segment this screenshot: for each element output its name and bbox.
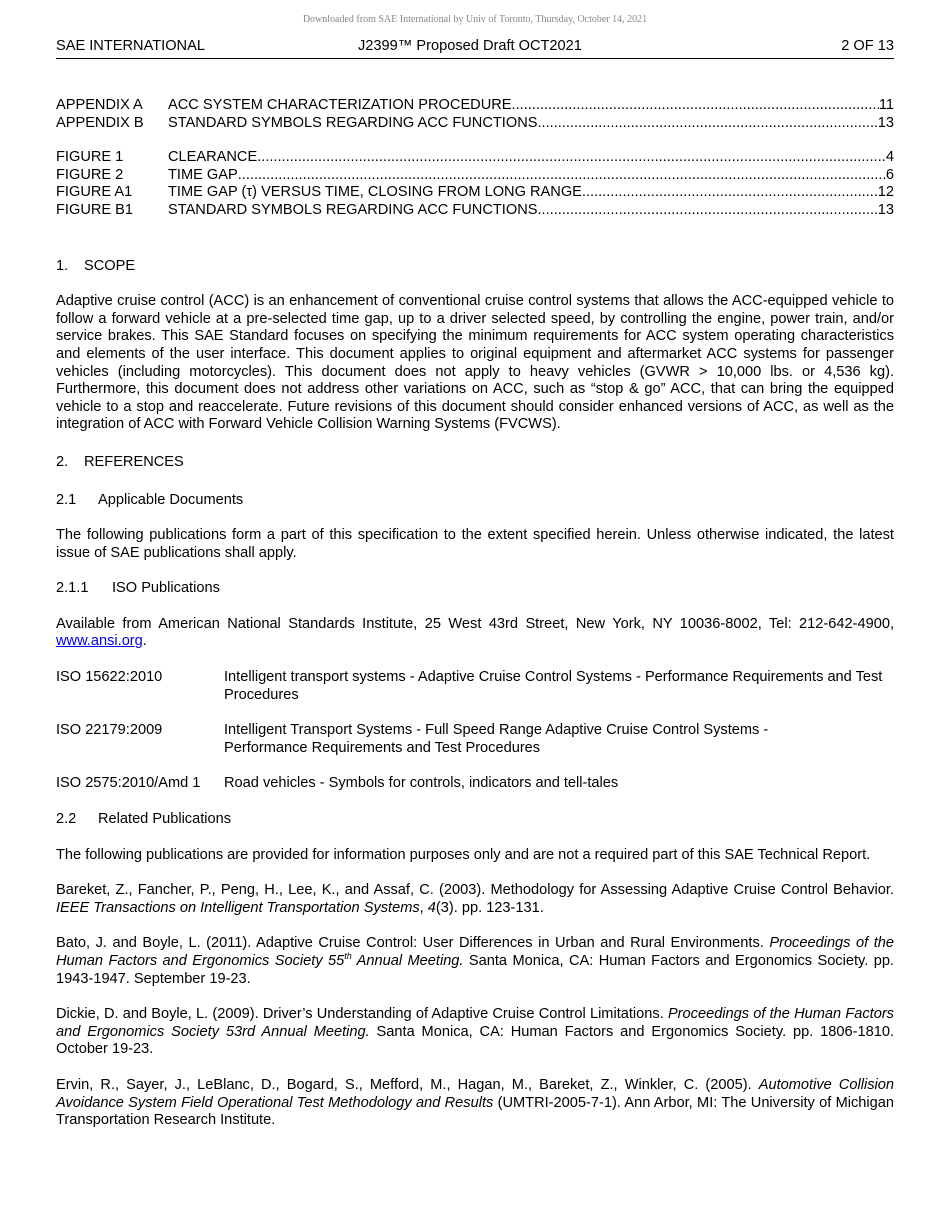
citation-report-title: Automotive Collision Avoidance System Field Operational Test Methodology and Results <box>56 1076 894 1111</box>
citation-superscript: th <box>344 951 352 962</box>
iso-code: ISO 15622:2010 <box>56 669 163 686</box>
citation-text: Santa Monica, CA: Human Factors and Ergonomics Society. pp. 1806-1810. October 19-23. <box>56 1023 894 1058</box>
section-title: Applicable Documents <box>98 491 244 508</box>
iso-description: Intelligent Transport Systems - Full Speed Range Adaptive Cruise Control Systems - Performance Requirements and Test Procedures <box>224 722 769 756</box>
toc-page: 4 <box>885 149 894 166</box>
citation-text: (3). pp. 123-131. <box>435 899 544 916</box>
subsection-heading-applicable <box>56 492 894 510</box>
section-title: Related Publications <box>98 811 232 828</box>
citation-proceedings: Proceedings of the Human Factors and Ergonomics Society 53rd Annual Meeting. <box>56 1006 894 1040</box>
citation-proceedings: Proceedings of the Human Factors and Ergonomics Society 55 <box>56 935 894 969</box>
toc-leader <box>537 115 877 133</box>
iso-reference-item <box>56 722 894 757</box>
toc-title: TIME GAP <box>168 166 238 183</box>
section-heading-scope <box>56 258 894 276</box>
section-heading-references <box>56 454 894 472</box>
ansi-link[interactable]: www.ansi.org <box>56 633 143 650</box>
toc-leader <box>537 202 877 220</box>
iso-description: Intelligent transport systems - Adaptive Cruise Control Systems - Performance Requirements and Test Procedures <box>224 669 883 703</box>
citation-text: (UMTRI-2005-7-1). Ann Arbor, MI: The University of Michigan Transportation Research Institute. <box>56 1094 894 1129</box>
citation-proceedings: Annual Meeting. <box>351 953 464 969</box>
citation-dickie <box>56 1006 894 1059</box>
toc-row[interactable] <box>56 202 894 220</box>
related-paragraph: The following publications are provided for information purposes only and are not a required part of this SAE Technical Report. <box>56 846 871 863</box>
availability-text: Available from American National Standards Institute, 25 West 43rd Street, New York, NY 10036-8002, Tel: 212-642-4900, <box>56 615 894 632</box>
toc-leader <box>512 97 879 115</box>
toc-row[interactable] <box>56 167 894 185</box>
toc-title: ACC SYSTEM CHARACTERIZATION PROCEDURE <box>168 97 512 113</box>
page-body <box>56 97 894 1130</box>
citation-journal: IEEE Transactions on Intelligent Transportation Systems <box>56 899 420 916</box>
toc-page: 13 <box>877 201 894 218</box>
toc-leader <box>257 149 886 167</box>
citation-text: Dickie, D. and Boyle, L. (2009). Driver’s Understanding of Adaptive Cruise Control Limitations. <box>56 1006 668 1023</box>
citation-text: Santa Monica, CA: Human Factors and Ergonomics Society. pp. 1943-1947. September 19-23. <box>56 953 894 987</box>
toc-label: FIGURE A1 <box>56 184 133 201</box>
citation-ervin <box>56 1077 894 1130</box>
running-header <box>56 38 894 59</box>
toc-label: FIGURE B1 <box>56 201 134 218</box>
citation-text: Ervin, R., Sayer, J., LeBlanc, D., Bogard, S., Mefford, M., Hagan, M., Bareket, Z., Winkler, C. (2005). <box>56 1076 759 1093</box>
toc-appendices <box>56 97 894 132</box>
toc-page: 11 <box>878 97 894 113</box>
iso-code: ISO 2575:2010/Amd 1 <box>56 775 201 792</box>
toc-label: APPENDIX B <box>56 114 144 131</box>
toc-figures <box>56 149 894 219</box>
toc-title: CLEARANCE <box>168 149 258 166</box>
section-title: SCOPE <box>84 257 136 274</box>
toc-title: STANDARD SYMBOLS REGARDING ACC FUNCTIONS <box>168 201 538 218</box>
header-page-number: 2 OF 13 <box>841 38 894 54</box>
toc-leader <box>582 184 878 202</box>
toc-page: 12 <box>877 184 894 201</box>
download-note: Downloaded from SAE International by Univ of Toronto, Thursday, October 14, 2021 <box>302 14 648 25</box>
citation-bareket <box>56 882 894 917</box>
toc-label: FIGURE 1 <box>56 149 124 166</box>
scope-paragraph: Adaptive cruise control (ACC) is an enhancement of conventional cruise control systems that allows the ACC-equipped vehicle to follow a forward vehicle at a pre-selected time gap, up to a driver selected speed, by controlling the engine, power train, and/or service brakes. This SAE Standard focuses on specifying the minimum requirements for ACC system operating characteristics and elements of the user interface. This document applies to original equipment and aftermarket ACC systems for passenger vehicles (including motorcycles). This document does not apply to heavy vehicles (GVWR > 10,000 lbs. or 4,536 kg). Furthermore, this document does not address other variations on ACC, such as “stop & go” ACC, that can bring the equipped vehicle to a stop and reaccelerate. Future revisions of this document should consider enhanced versions of ACC, as well as the integration of ACC with Forward Vehicle Collision Warning Systems (FVCWS). <box>56 293 894 433</box>
toc-page: 6 <box>885 166 894 183</box>
citation-text: Bato, J. and Boyle, L. (2011). Adaptive Cruise Control: User Differences in Urban and Rural Environments. <box>56 935 770 952</box>
section-number: 2.1 <box>56 491 77 508</box>
header-doc-id: J2399™ Proposed Draft OCT2021 <box>358 38 582 54</box>
citation-text: , <box>419 899 428 916</box>
iso-availability-paragraph <box>56 616 894 651</box>
applicable-paragraph: The following publications form a part of this specification to the extent specified herein. Unless otherwise indicated, the latest issue of SAE publications shall apply. <box>56 527 894 561</box>
availability-end: . <box>142 633 147 650</box>
toc-row[interactable] <box>56 149 894 167</box>
subsection-heading-iso <box>56 580 894 598</box>
toc-row[interactable] <box>56 97 894 115</box>
citation-volume: 4 <box>427 899 436 916</box>
iso-reference-item <box>56 669 894 704</box>
iso-code: ISO 22179:2009 <box>56 722 163 739</box>
section-number: 2. <box>56 453 69 470</box>
citation-text: Bareket, Z., Fancher, P., Peng, H., Lee, K., and Assaf, C. (2003). Methodology for Assessing Adaptive Cruise Control Behavior. <box>56 882 894 899</box>
section-number: 2.1.1 <box>56 580 89 597</box>
section-title: REFERENCES <box>84 453 184 470</box>
subsection-heading-related <box>56 811 894 829</box>
section-number: 2.2 <box>56 811 77 828</box>
toc-title: STANDARD SYMBOLS REGARDING ACC FUNCTIONS <box>168 114 538 131</box>
toc-row[interactable] <box>56 115 894 133</box>
toc-page: 13 <box>877 114 894 131</box>
toc-row[interactable] <box>56 184 894 202</box>
toc-title: TIME GAP (τ) VERSUS TIME, CLOSING FROM LONG RANGE <box>168 184 582 201</box>
toc-label: FIGURE 2 <box>56 166 124 183</box>
iso-description: Road vehicles - Symbols for controls, indicators and tell-tales <box>224 775 619 792</box>
iso-reference-item <box>56 775 894 793</box>
section-title: ISO Publications <box>112 580 220 597</box>
header-org: SAE INTERNATIONAL <box>56 38 205 54</box>
citation-bato <box>56 935 894 988</box>
toc-label: APPENDIX A <box>56 97 143 113</box>
section-number: 1. <box>56 257 69 274</box>
toc-leader <box>238 167 886 185</box>
